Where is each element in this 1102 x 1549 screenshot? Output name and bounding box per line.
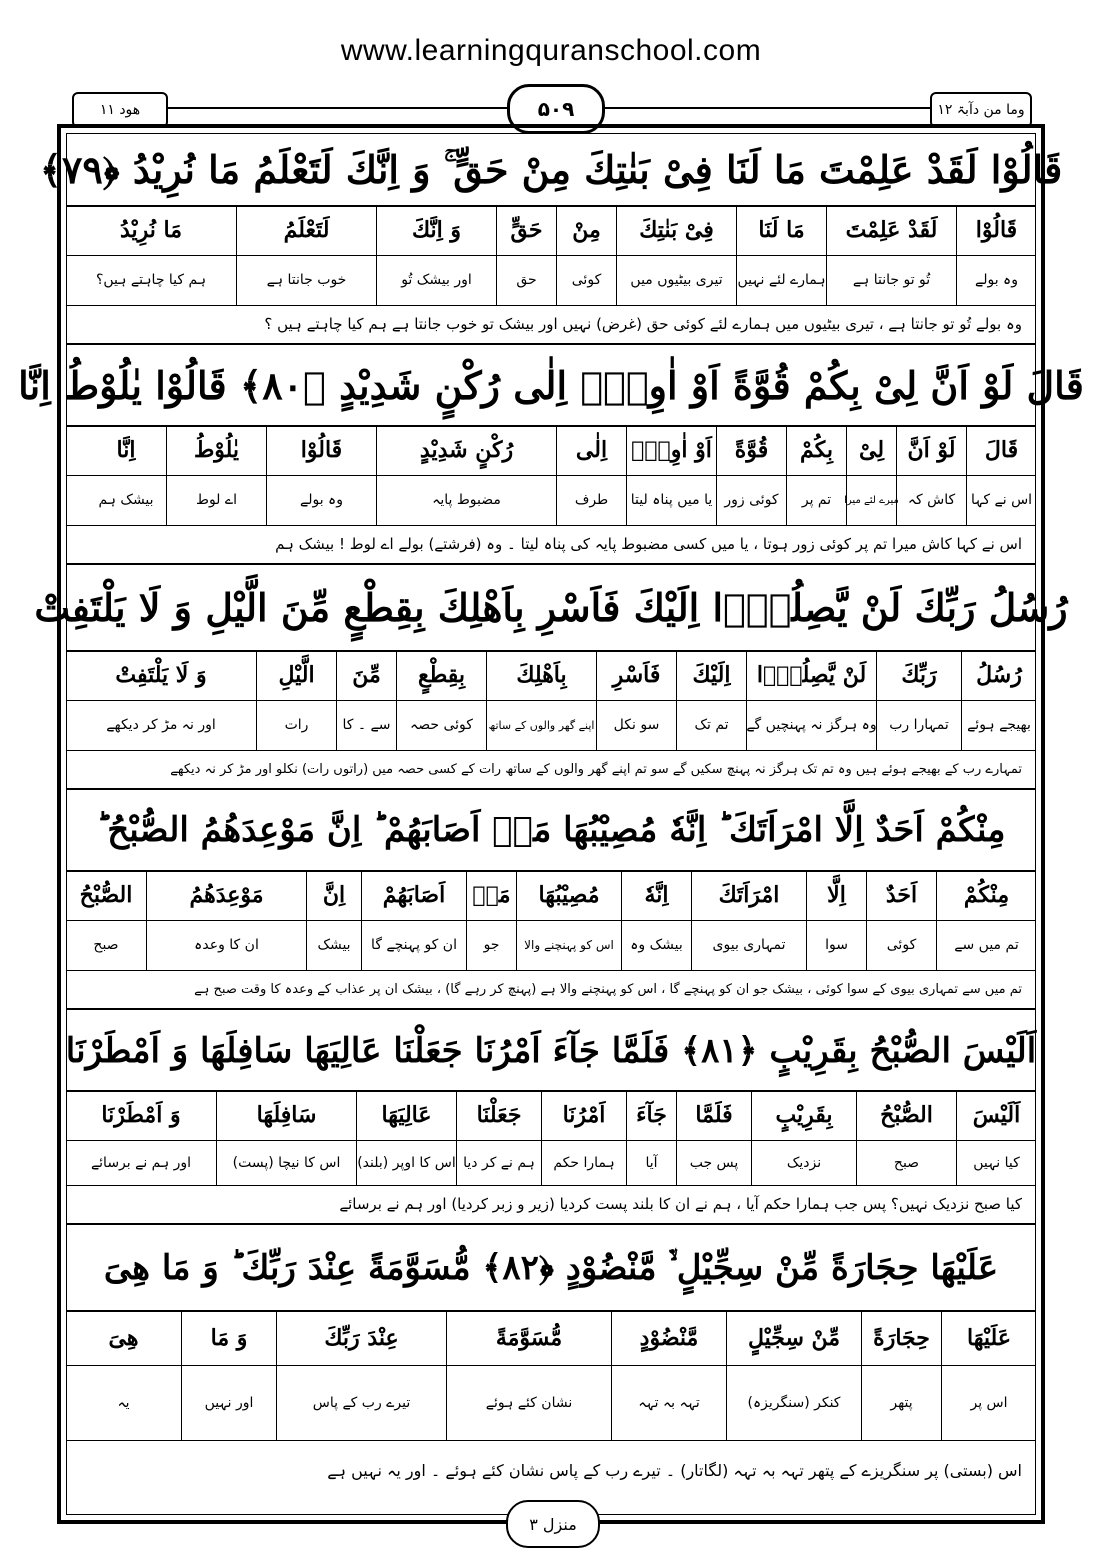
- urdu-word: خوب جانتا ہے: [236, 255, 376, 305]
- arabic-word: بِاَهْلِكَ: [486, 650, 596, 700]
- translation-line: تم میں سے تمہاری بیوی کے سوا کوئی ، بیشک جو ان کو پہنچے گا ، اس کو پہنچنے والا ہے (پہنچ کر رہے گا) ، بیشک ان پر عذاب کے وعدہ کا وقت صبح ہے: [66, 970, 1036, 1010]
- urdu-word: اے لوط: [166, 475, 266, 525]
- urdu-word: صبح: [856, 1140, 956, 1185]
- arabic-word: سَافِلَهَا: [216, 1090, 356, 1140]
- urdu-word: تم پر: [786, 475, 846, 525]
- arabic-word: الصُّبْحُ: [79, 882, 133, 908]
- urdu-word: جو: [466, 920, 516, 970]
- urdu-word: اور ہم نے برسائے: [90, 1154, 192, 1171]
- urdu-word: آیا: [626, 1140, 676, 1185]
- urdu-word: وہ بولے: [956, 255, 1036, 305]
- urdu-word: ہمارا حکم: [541, 1140, 626, 1185]
- urdu-word: سو نکل: [596, 700, 676, 750]
- urdu-word: مضبوط پایہ: [376, 475, 556, 525]
- arabic-word: یٰلُوْطُ: [166, 425, 266, 475]
- urdu-word-row: [66, 475, 1036, 526]
- arabic-word: الصُّبْحُ: [856, 1090, 956, 1140]
- ayah-line: اَلَیْسَ الصُّبْحُ بِقَرِیْبٍ ﴿۸۱﴾ فَلَمَّا جَآءَ اَمْرُنَا جَعَلْنَا عَالِیَهَا سَافِلَهَا وَ اَمْطَرْنَا: [66, 1010, 1036, 1092]
- arabic-word: وَ مَا: [181, 1310, 276, 1365]
- arabic-word: امْرَاَتَكَ: [691, 870, 806, 920]
- urdu-word: پس جب: [676, 1140, 751, 1185]
- header-rule-left: [164, 107, 507, 109]
- arabic-word: مَاۤ: [466, 870, 516, 920]
- arabic-word: وَ اَمْطَرْنَا: [101, 1102, 181, 1128]
- arabic-word: اِنَّا: [116, 437, 136, 463]
- arabic-word: بِكُمْ: [786, 425, 846, 475]
- urdu-word: اور نہیں: [181, 1365, 276, 1440]
- arabic-word: رُكْنٍ شَدِیْدٍ: [376, 425, 556, 475]
- ayah-line: مِنْكُمْ اَحَدٌ اِلَّا امْرَاَتَكَ ؕ اِنَّهٗ مُصِیْبُهَا مَاۤ اَصَابَهُمْ ؕ اِنَّ مَوْعِدَهُمُ الصُّبْحُ ؕ: [66, 790, 1036, 872]
- arabic-word: مِّنَ: [336, 650, 396, 700]
- arabic-word: جَآءَ: [626, 1090, 676, 1140]
- urdu-word: اس کو پہنچنے والا: [516, 920, 621, 970]
- arabic-word: قَالُوْا: [266, 425, 376, 475]
- urdu-word: اس کا اوپر (بلند): [356, 1140, 456, 1185]
- arabic-word: قُوَّةً: [716, 425, 786, 475]
- arabic-word: وَ لَا یَلْتَفِتْ: [115, 662, 207, 688]
- arabic-word: لَتَعْلَمُ: [236, 205, 376, 255]
- urdu-word: تمہاری بیوی: [691, 920, 806, 970]
- arabic-word-row: [66, 425, 1036, 476]
- urdu-word: طرف: [556, 475, 626, 525]
- urdu-word: پتھر: [861, 1365, 941, 1440]
- arabic-word: حِجَارَةً: [861, 1310, 941, 1365]
- arabic-word: لَنْ یَّصِلُوْۤا: [746, 650, 876, 700]
- arabic-word: اَصَابَهُمْ: [361, 870, 466, 920]
- arabic-word: فَاَسْرِ: [596, 650, 676, 700]
- arabic-word: جَعَلْنَا: [456, 1090, 541, 1140]
- urdu-word: کوئی زور: [716, 475, 786, 525]
- urdu-word: تہہ بہ تہہ: [611, 1365, 726, 1440]
- urdu-word: کوئی: [556, 255, 616, 305]
- manzil-label: منزل ۳: [506, 1500, 600, 1548]
- translation-line: کیا صبح نزدیک نہیں؟ پس جب ہمارا حکم آیا ، ہم نے ان کا بلند پست کردیا (زیر و زبر کردیا) اور ہم نے برسائے: [66, 1185, 1036, 1225]
- urdu-word: کوئی حصہ: [396, 700, 486, 750]
- page-number: ۵۰۹: [507, 84, 605, 134]
- urdu-word: کوئی: [866, 920, 936, 970]
- arabic-word: لِیْ: [846, 425, 896, 475]
- urdu-word: اور نہ مڑ کر دیکھے: [106, 717, 216, 733]
- arabic-word: مَا لَنَا: [736, 205, 826, 255]
- urdu-word: تم میں سے: [936, 920, 1036, 970]
- arabic-word: اَحَدٌ: [866, 870, 936, 920]
- urdu-word: میرے لئے میرا: [846, 475, 896, 525]
- urdu-word-row: [66, 255, 1036, 306]
- arabic-word: مِنْ: [556, 205, 616, 255]
- arabic-word: اَوْ اٰوِیْۤ: [626, 425, 716, 475]
- arabic-word: الَّیْلِ: [256, 650, 336, 700]
- urdu-word: تیرے رب کے پاس: [276, 1365, 446, 1440]
- arabic-word: مِّنْ سِجِّیْلٍ: [726, 1310, 861, 1365]
- translation-line: تمہارے رب کے بھیجے ہوئے ہیں وہ تم تک ہرگز نہ پہنچ سکیں گے سو تم اپنے گھر والوں کے ساتھ رات کے کسی حصہ میں (راتوں رات) نکلو اور مڑ کر نہ دیکھے: [66, 750, 1036, 790]
- arabic-word: وَ اِنَّكَ: [376, 205, 496, 255]
- urdu-word: ہم نے کر دیا: [456, 1140, 541, 1185]
- urdu-word: اپنے گھر والوں کے ساتھ: [486, 700, 596, 750]
- arabic-word: قَالُوْا: [956, 205, 1036, 255]
- urdu-word: بیشک: [306, 920, 361, 970]
- urdu-word: صبح: [93, 937, 119, 953]
- urdu-word-row: [66, 1365, 1036, 1441]
- urdu-word: بیشک ہم: [98, 492, 154, 508]
- translation-line: اس (بستی) پر سنگریزے کے پتھر تہہ بہ تہہ (لگاتار) ۔ تیرے رب کے پاس نشان کئے ہوئے ۔ اور یہ نہیں ہے: [327, 1460, 1022, 1480]
- urdu-word: وہ ہرگز نہ پہنچیں گے: [746, 700, 876, 750]
- urdu-word: ہمارے لئے نہیں: [736, 255, 826, 305]
- arabic-word: اِلٰی: [556, 425, 626, 475]
- arabic-word-row: [66, 650, 1036, 701]
- site-url: www.learningquranschool.com: [340, 34, 762, 67]
- arabic-word: اِلَیْكَ: [676, 650, 746, 700]
- arabic-word: اَمْرُنَا: [541, 1090, 626, 1140]
- juz-name-label: وما من دآبۃ ۱۲: [930, 92, 1032, 128]
- arabic-word: اِنَّ: [306, 870, 361, 920]
- arabic-word: عِنْدَ رَبِّكَ: [276, 1310, 446, 1365]
- verse-section: [66, 1225, 1036, 1515]
- ayah-line: قَالَ لَوْ اَنَّ لِیْ بِكُمْ قُوَّةً اَوْ اٰوِیْۤ اِلٰی رُكْنٍ شَدِیْدٍ ﴿۸۰﴾ قَالُوْا یٰلُوْطُ اِنَّا: [66, 345, 1036, 427]
- header-rule-right: [599, 107, 930, 109]
- urdu-word: وہ بولے: [266, 475, 376, 525]
- arabic-word: مِنْكُمْ: [936, 870, 1036, 920]
- urdu-word: سے ۔ کا: [336, 700, 396, 750]
- ayah-line: قَالُوْا لَقَدْ عَلِمْتَ مَا لَنَا فِیْ بَنٰتِكَ مِنْ حَقٍّ ۚ وَ اِنَّكَ لَتَعْلَمُ مَا نُرِیْدُ ﴿۷۹﴾: [66, 135, 1036, 207]
- urdu-word-row: [66, 920, 1036, 971]
- arabic-word: بِقِطْعٍ: [396, 650, 486, 700]
- surah-name-label: هود ۱۱: [72, 92, 168, 128]
- arabic-word: فَلَمَّا: [676, 1090, 751, 1140]
- urdu-word: تُو تو جانتا ہے: [826, 255, 956, 305]
- urdu-word: اس پر: [941, 1365, 1036, 1440]
- urdu-word: اس کا نیچا (پست): [216, 1140, 356, 1185]
- arabic-word: اِلَّا: [806, 870, 866, 920]
- urdu-word-row: [66, 1140, 1036, 1186]
- urdu-word: اس نے کہا: [966, 475, 1036, 525]
- arabic-word: هِیَ: [108, 1324, 139, 1351]
- translation-line: اس نے کہا کاش میرا تم پر کوئی زور ہوتا ، یا میں کسی مضبوط پایہ کی پناہ لیتا ۔ وہ (فرشتے) بولے اے لوط ! بیشک ہم: [66, 525, 1036, 565]
- urdu-word: تمہارا رب: [876, 700, 961, 750]
- arabic-word: اِنَّهٗ: [621, 870, 691, 920]
- urdu-word: نشان کئے ہوئے: [446, 1365, 611, 1440]
- verse-section: [34, 565, 1068, 790]
- arabic-word: فِیْ بَنٰتِكَ: [616, 205, 736, 255]
- urdu-word: یہ: [117, 1394, 130, 1411]
- urdu-word: سوا: [806, 920, 866, 970]
- urdu-word: رات: [256, 700, 336, 750]
- arabic-word-row: [66, 205, 1036, 256]
- arabic-word: اَلَیْسَ: [956, 1090, 1036, 1140]
- verse-section: [66, 1010, 1036, 1225]
- urdu-word: نزدیک: [751, 1140, 856, 1185]
- ayah-line: رُسُلُ رَبِّكَ لَنْ یَّصِلُوْۤا اِلَیْكَ فَاَسْرِ بِاَهْلِكَ بِقِطْعٍ مِّنَ الَّیْلِ وَ لَا یَلْتَفِتْ: [66, 565, 1036, 652]
- arabic-word: رُسُلُ: [961, 650, 1036, 700]
- verse-section: [66, 790, 1036, 1010]
- arabic-word: عَلَیْهَا: [941, 1310, 1036, 1365]
- arabic-word: مَوْعِدَهُمُ: [146, 870, 306, 920]
- urdu-word: کاش کہ: [896, 475, 966, 525]
- urdu-word: ان کو پہنچے گا: [361, 920, 466, 970]
- urdu-word: بھیجے ہوئے: [961, 700, 1036, 750]
- urdu-word: بیشک وہ: [621, 920, 691, 970]
- urdu-word: تیری بیٹیوں میں: [616, 255, 736, 305]
- verse-section: [39, 135, 1063, 345]
- arabic-word: لَقَدْ عَلِمْتَ: [826, 205, 956, 255]
- urdu-word: ان کا وعدہ: [146, 920, 306, 970]
- arabic-word-row: [66, 1090, 1036, 1141]
- urdu-word: یا میں پناہ لیتا: [626, 475, 716, 525]
- translation-line: وہ بولے تُو تو جانتا ہے ، تیری بیٹیوں میں ہمارے لئے کوئی حق (غرض) نہیں اور بیشک تو خوب جانتا ہے ہم کیا چاہتے ہیں ؟: [66, 305, 1036, 345]
- arabic-word: قَالَ: [966, 425, 1036, 475]
- arabic-word: لَوْ اَنَّ: [896, 425, 966, 475]
- urdu-word: حق: [496, 255, 556, 305]
- arabic-word: مُّسَوَّمَةً: [446, 1310, 611, 1365]
- ayah-line: عَلَیْهَا حِجَارَةً مِّنْ سِجِّیْلٍ ۙ۬ مَّنْضُوْدٍ ﴿۸۲﴾ مُّسَوَّمَةً عِنْدَ رَبِّكَ ؕ وَ مَا هِیَ: [66, 1225, 1036, 1312]
- arabic-word: حَقٍّ: [496, 205, 556, 255]
- arabic-word-row: [66, 1310, 1036, 1366]
- arabic-word: رَبِّكَ: [876, 650, 961, 700]
- verse-section: [18, 345, 1084, 565]
- urdu-word: اور بیشک تُو: [376, 255, 496, 305]
- arabic-word: مُصِیْبُهَا: [516, 870, 621, 920]
- arabic-word: بِقَرِیْبٍ: [751, 1090, 856, 1140]
- arabic-word-row: [66, 870, 1036, 921]
- urdu-word: ہم کیا چاہتے ہیں؟: [95, 272, 207, 288]
- arabic-word: مَّنْضُوْدٍ: [611, 1310, 726, 1365]
- arabic-word: عَالِیَهَا: [356, 1090, 456, 1140]
- urdu-word: تم تک: [676, 700, 746, 750]
- urdu-word: کیا نہیں: [956, 1140, 1036, 1185]
- arabic-word: مَا نُرِیْدُ: [119, 217, 183, 243]
- urdu-word-row: [66, 700, 1036, 751]
- urdu-word: کنکر (سنگریزہ): [726, 1365, 861, 1440]
